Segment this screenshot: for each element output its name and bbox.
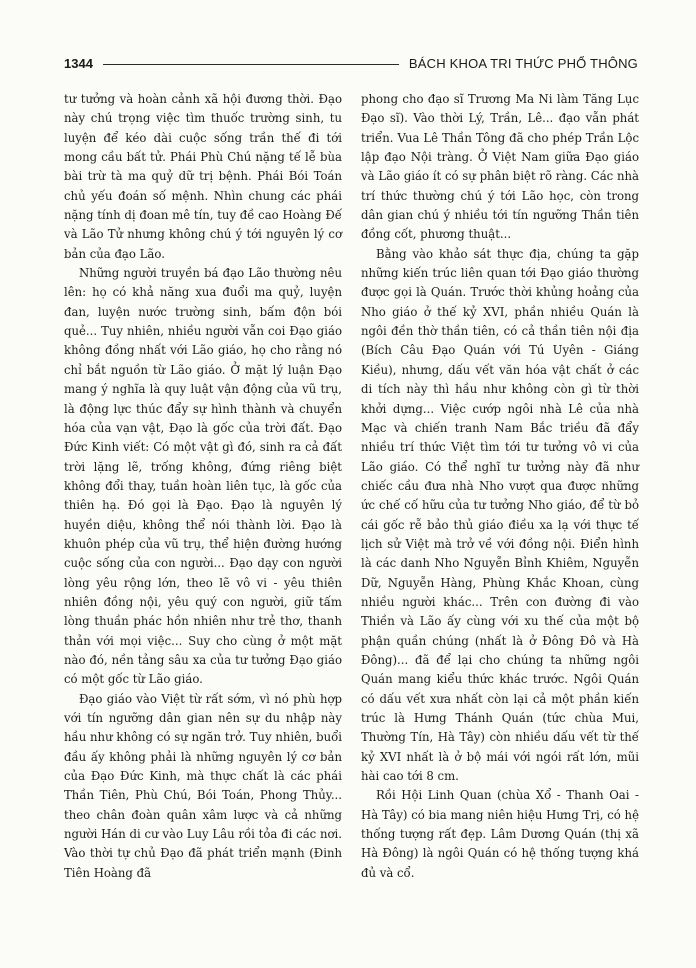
running-title: BÁCH KHOA TRI THỨC PHỔ THÔNG — [408, 55, 638, 71]
page-header — [64, 52, 638, 74]
paragraph: phong cho đạo sĩ Trương Ma Ni làm Tăng Lục Đạo sĩ). Vào thời Lý, Trần, Lê... đạo vẫn phát triển. Vua Lê Thần Tông đã cho phép Trần Lộc lập đạo Nội tràng. Ở Việt Nam giữa Đạo giáo và Lão giáo ít có sự phân biệt rõ ràng. Các nhà trí thức thường chú ý tới Lão học, còn trong dân gian chú ý nhiều tới tín ngưỡng Thần tiên đồng cốt, phương thuật... — [361, 92, 639, 242]
paragraph: tư tưởng và hoàn cảnh xã hội đương thời. Đạo này chú trọng việc tìm thuốc trường sinh, tu luyện để kéo dài cuộc sống trần thế đi tới mong cầu bất tử. Phái Phù Chú nặng tế lễ bùa bài trừ tà ma quỷ dữ trị bệnh. Phái Bói Toán chủ yếu đoán số mệnh. Nhìn chung các phái nặng tính dị đoan mê tín, tuy đề cao Hoàng Đế và Lão Tử nhưng không chú ý tới nguyên lý cơ bản của đạo Lão. — [64, 92, 342, 261]
paragraph: Những người truyền bá đạo Lão thường nêu lên: họ có khả năng xua đuổi ma quỷ, luyện đan, luyện nước trường sinh, bấm độn bói quẻ... Tuy nhiên, nhiều người vẫn coi Đạo giáo không đồng nhất với Lão giáo, họ cho rằng nó chỉ bắt nguồn từ Lão giáo. Ở mặt lý luận Đạo mang ý nghĩa là quy luật vận động của vũ trụ, là động lực thúc đẩy sự hình thành và chuyển hóa của vạn vật, Đạo là gốc của trời đất. Đạo Đức Kinh viết: Có một vật gì đó, sinh ra cả đất trời lặng lẽ, trống không, đứng riêng biệt không đổi thay, tuần hoàn liên tục, là gốc của thiên hạ. Đó gọi là Đạo. Đạo là nguyên lý huyền diệu, không thể nói thành lời. Đạo là khuôn phép của vũ trụ, thể hiện đường hướng cuộc sống của con người... Đạo dạy con người lòng yêu rộng lớn, theo lẽ vô vi - yêu thiên nhiên đồng nội, yêu quý con người, giữ tấm lòng thuần phác hồn nhiên như trẻ thơ, thanh thản với mọi việc... Suy cho cùng ở một mặt nào đó, nền tảng sâu xa của tư tưởng Đạo giáo có một gốc từ Lão giáo. — [64, 266, 342, 687]
header-rule — [103, 64, 399, 65]
paragraph: Đạo giáo vào Việt từ rất sớm, vì nó phù hợp với tín ngưỡng dân gian nên sự du nhập này hầu như không có sự ngăn trở. Tuy nhiên, buổi đầu ấy không phải là những nguyên lý cơ bản của Đạo Đức Kinh, mà thực chất là các phái Thần Tiên, Phù Chú, Bói Toán, Phong Thủy... theo chân đoàn quân xâm lược và cả những người Hán di cư vào Luy Lâu rồi tỏa đi các nơi. Vào thời tự chủ Đạo đã phát triển mạnh (Đinh Tiên Hoàng đã — [64, 691, 342, 880]
left-column — [64, 90, 342, 883]
paragraph: Rồi Hội Linh Quan (chùa Xổ - Thanh Oai - Hà Tây) có bia mang niên hiệu Hưng Trị, có hệ thống tượng rất đẹp. Lâm Dương Quán (thị xã Hà Đông) là ngôi Quán có hệ thống tượng khá đủ và cổ. — [361, 788, 639, 880]
page-number: 1344 — [64, 55, 93, 71]
right-column — [361, 90, 639, 883]
paragraph: Bằng vào khảo sát thực địa, chúng ta gặp những kiến trúc liên quan tới Đạo giáo thường được gọi là Quán. Trước thời khủng hoảng của Nho giáo ở thế kỷ XVI, phần nhiều Quán là ngôi đền thờ thần tiên, có cả thần tiên nội địa (Bích Câu Đạo Quán với Tú Uyên - Giáng Kiều), nhưng, dấu vết văn hóa vật chất ở các di tích này thì hầu như không còn gì từ thời khởi dựng... Việc cướp ngôi nhà Lê của nhà Mạc và chiến tranh Nam Bắc triều đã đẩy nhiều trí thức Việt tìm tới tư tưởng vô vi của Lão giáo. Có thể nghĩ tư tưởng này đã như chiếc cầu đưa nhà Nho vượt qua được những ức chế cố hữu của tư tưởng Nho giáo, để từ bỏ cái gốc rễ bảo thủ giáo điều xa lạ với thực tế lịch sử Việt mà trở về với đồng nội. Điển hình là các danh Nho Nguyễn Bỉnh Khiêm, Nguyễn Dữ, Nguyễn Hàng, Phùng Khắc Khoan, cùng nhiều người khác... Trên con đường đi vào Thiền và Lão ấy cùng với xu thế của một bộ phận quần chúng (nhất là ở Đông Đô và Hà Đông)... đã để lại cho chúng ta những ngôi Quán mang kiểu thức khác trước. Ngôi Quán có dấu vết xưa nhất còn lại cả một phần kiến trúc là Hưng Thánh Quán (tức chùa Mui, Thường Tín, Hà Tây) còn nhiều dấu vết từ thế kỷ XVI nhất là ở bộ mái với ngói rất lớn, mũi hài cao tới 8 cm. — [361, 246, 639, 784]
